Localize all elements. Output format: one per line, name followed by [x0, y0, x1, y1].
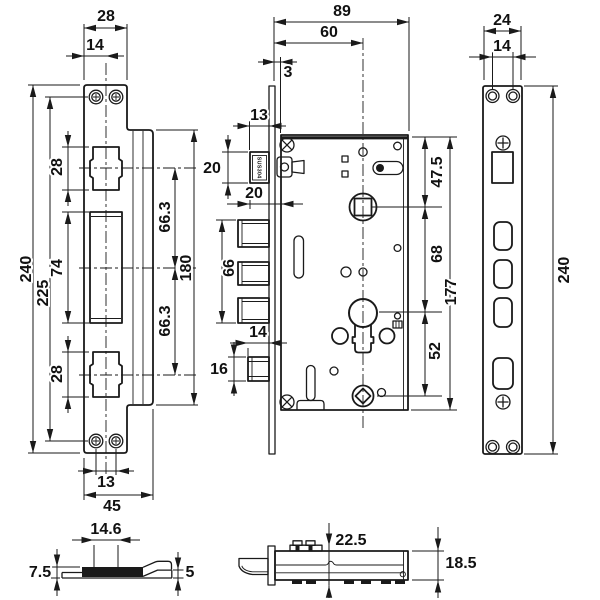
dim-strike-height: 240 [18, 255, 35, 283]
body-dimension-lines [216, 17, 457, 410]
body-case-outline [281, 135, 408, 410]
dim-side-overall-depth: 22.5 [335, 532, 367, 549]
case-screw-top [280, 138, 294, 152]
dim-strike-cutout-mid: 74 [49, 259, 66, 277]
view-lock-body-side [239, 523, 477, 598]
dim-body-latch-height: 20 [203, 160, 221, 177]
dim-body-deadbolt-height: 16 [210, 361, 228, 378]
dim-strike-screw-pitch-v: 225 [35, 279, 52, 307]
dim-body-latch-depth: 20 [245, 185, 263, 202]
view-strike-plate-section [29, 521, 195, 596]
latch-steel-marking: SUS304 [255, 156, 262, 179]
dim-faceplate-width: 24 [493, 12, 511, 29]
dim-strike-width: 28 [97, 8, 115, 25]
dim-section-lip-height: 5 [185, 564, 195, 581]
dim-body-bolt-stack: 66 [221, 259, 238, 277]
dim-side-case-depth: 18.5 [445, 555, 477, 572]
dim-strike-cutout-top: 28 [49, 158, 66, 176]
view-strike-plate-front [18, 8, 198, 515]
dim-strike-spacing-lower: 66.3 [157, 305, 174, 337]
dim-body-latch-throw: 13 [250, 107, 268, 124]
dim-body-cylinder-to-turn: 52 [427, 342, 444, 360]
dim-section-emboss-width: 14.6 [90, 521, 122, 538]
dim-faceplate-screw-pitch: 14 [493, 38, 511, 55]
dim-section-left-height: 7.5 [28, 564, 52, 581]
dim-body-backset: 60 [320, 24, 338, 41]
dim-strike-emboss-length: 180 [178, 254, 195, 282]
side-top-clips [290, 541, 322, 551]
side-faceplate [268, 546, 275, 585]
dim-body-width: 89 [333, 3, 351, 20]
view-lock-body-front [203, 3, 460, 454]
faceplate-openings [492, 152, 513, 389]
dim-strike-center-offset: 14 [86, 37, 104, 54]
side-case [275, 551, 408, 580]
case-screw-bottom [280, 395, 294, 409]
dim-body-top-to-spindle: 47.5 [429, 156, 446, 188]
side-bottom-feet [292, 580, 405, 584]
bolt-guard [297, 366, 324, 411]
view-faceplate-front [469, 12, 573, 454]
dim-body-deadbolt-throw: 14 [249, 324, 267, 341]
section-emboss-band [82, 567, 143, 577]
dim-strike-spacing-upper: 66.3 [157, 201, 174, 233]
dim-strike-cutout-bot: 28 [49, 365, 66, 383]
anti-thrust-bolt-blocks [238, 220, 269, 323]
dim-faceplate-height: 240 [556, 256, 573, 284]
case-internal-holes [294, 142, 403, 396]
dim-strike-screw-pitch-h: 13 [97, 474, 115, 491]
dim-body-plate-gap: 3 [283, 64, 293, 81]
dim-body-spindle-to-cylinder: 68 [429, 245, 446, 263]
dim-strike-overall-width: 45 [103, 498, 121, 515]
faceplate-fixing-screws [496, 136, 510, 409]
dim-body-height: 177 [443, 278, 460, 306]
deadbolt [248, 357, 269, 381]
